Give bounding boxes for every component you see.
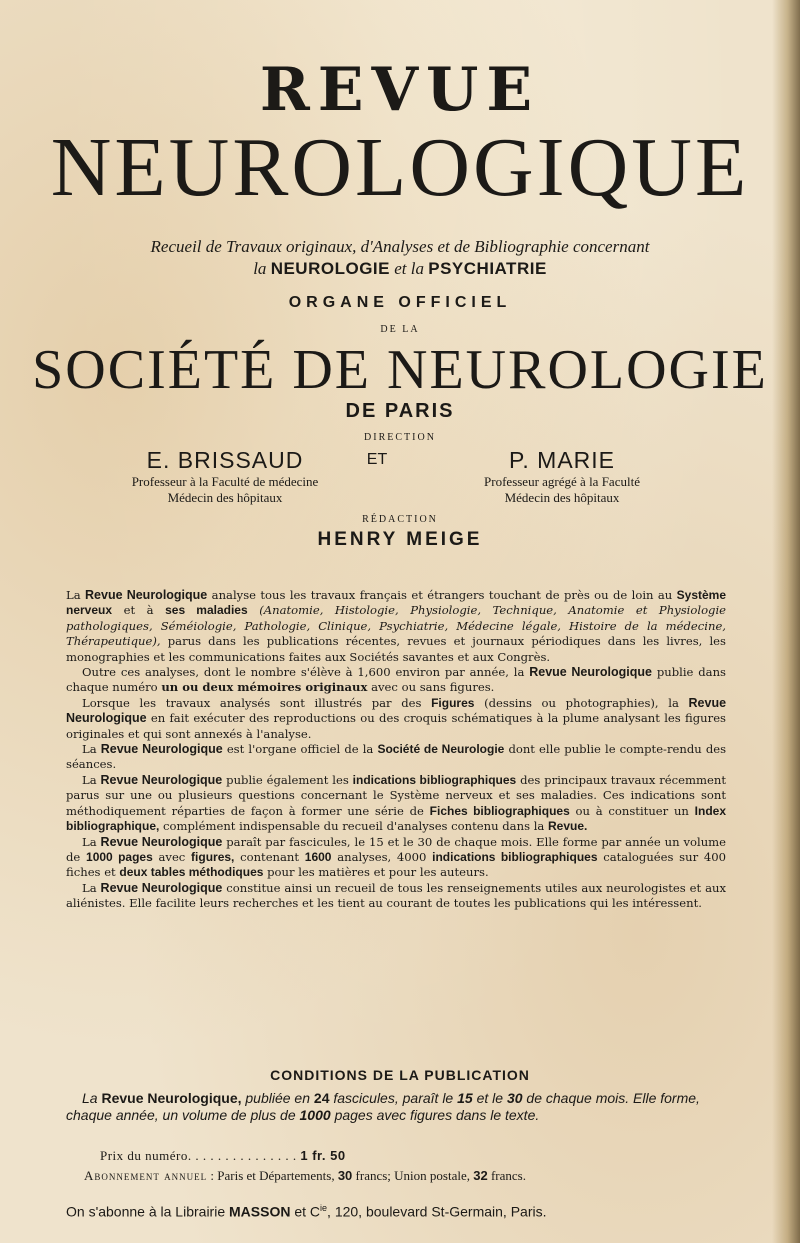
et-separator: ET [366,451,388,468]
direction-label: DIRECTION [364,432,436,443]
conditions-text: La Revue Neurologique, publiée en 24 fascicules, paraît le 15 et le 30 de chaque mois. Elle forme, chaque année, un volume de plus de 1000 pages avec figures dans le texte. [66,1090,700,1123]
paragraph: La Revue Neurologique analyse tous les travaux français et étrangers touchant de près ou de loin au Système nerveux et à ses maladies (Anatomie, Histologie, Physiologie, Technique, Anatomie et Physiologie pathologiques, Séméiologie, Pathologie, Clinique, Psychiatrie, Médecine légale, Histoire de la médecine, Thérapeutique), parus dans les publications récentes, revues et journaux périodiques dans les livres, les monographies et les communications faites aux Sociétés savantes et aux Congrès. [66,588,727,664]
conditions-title: CONDITIONS DE LA PUBLICATION [270,1067,530,1083]
paragraph: La Revue Neurologique est l'organe officiel de la Société de Neurologie dont elle publie le compte-rendu des séances. [66,742,727,772]
organe-officiel: ORGANE OFFICIEL [288,294,512,311]
director-name: E. BRISSAUD [146,447,304,473]
subtitle-line-2: la NEUROLOGIE et la PSYCHIATRIE [253,259,547,278]
publisher-name: MASSON [229,1203,291,1220]
director-brissaud [100,446,350,506]
director-title: Professeur à la Faculté de médecine [131,474,319,489]
de-la-label: DE LA [380,324,420,335]
director-name: P. MARIE [509,447,615,473]
price-line [100,1148,700,1164]
redaction-label: RÉDACTION [362,514,438,525]
description-text [66,588,726,912]
subscription-label: Abonnement annuel [84,1168,208,1183]
director-marie [432,446,692,506]
price-label: Prix du numéro. . . . . . . . . . . . . . . [100,1148,297,1163]
paragraph: La Revue Neurologique publie également les indications bibliographiques des principaux travaux récemment parus sur une ou plusieurs questions concernant le Système nerveux et ses maladies. Ces indications sont méthodiquement réparties de façon à former une série de Fiches bibliographiques ou à constituer un Index bibliographique, complément indispensable du recueil d'analyses contenu dans la Revue. [66,772,726,834]
journal-title-revue: REVUE [259,55,541,125]
paragraph: Outre ces analyses, dont le nombre s'élève à 1,600 environ par année, la Revue Neurologique publie dans chaque numéro un ou deux mémoires originaux avec ou sans figures. [66,665,727,695]
paragraph: La Revue Neurologique constitue ainsi un recueil de tous les renseignements utiles aux neurologistes et aux aliénistes. Elle facilite leurs recherches et les tient au courant de toutes les publications qui les intéressent. [66,880,726,911]
subscription-line: Abonnement annuel : Paris et Départements, 30 francs; Union postale, 32 francs. [84,1168,526,1183]
price-value: 1 fr. 50 [300,1148,346,1163]
director-title: Professeur agrégé à la Faculté [484,474,640,489]
redacteur-name: HENRY MEIGE [317,529,483,550]
societe-title: SOCIÉTÉ DE NEUROLOGIE [32,339,768,401]
journal-subtitle [0,236,800,280]
subtitle-line-1: Recueil de Travaux originaux, d'Analyses et de Bibliographie concernant [150,237,650,256]
director-role: Médecin des hôpitaux [504,490,620,505]
director-role: Médecin des hôpitaux [167,490,283,505]
paragraph: La Revue Neurologique paraît par fascicules, le 15 et le 30 de chaque mois. Elle forme par année un volume de 1000 pages avec figures, contenant 1600 analyses, 4000 indications bibliographiques cataloguées sur 400 fiches et deux tables méthodiques pour les matières et pour les auteurs. [66,834,727,880]
de-paris: DE PARIS [345,400,455,422]
paragraph: Lorsque les travaux analysés sont illustrés par des Figures (dessins ou photographies), la Revue Neurologique en fait exécuter des reproductions ou des croquis schématiques à la plume analysant les figures originales et qui sont annexés à l'analyse. [66,695,727,741]
journal-title-neurologique: NEUROLOGIQUE [50,121,750,214]
publisher-address: On s'abonne à la Librairie MASSON et $C^{ie}$, 120, boulevard St-Germain, Paris. [66,1203,547,1220]
